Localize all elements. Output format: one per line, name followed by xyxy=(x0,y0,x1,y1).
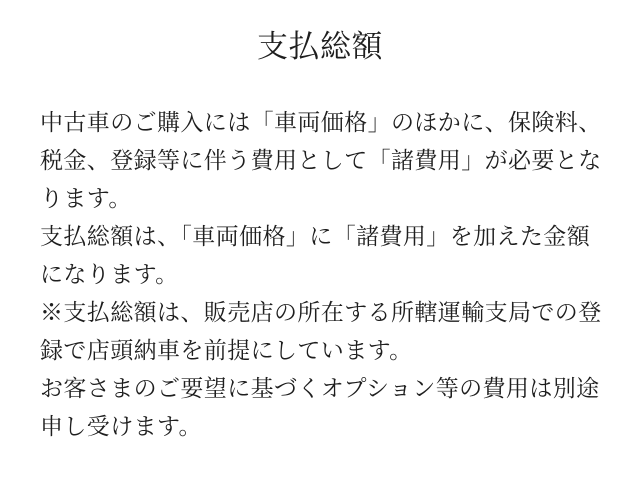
notice-line: 申し受けます。 xyxy=(40,413,202,439)
page-title: 支払総額 xyxy=(257,29,383,64)
notice-line: 支払総額は、「車両価格」に「諸費用」を加えた金額 xyxy=(40,223,591,249)
notice-line: になります。 xyxy=(40,261,179,287)
notice-line: ※支払総額は、販売店の所在する所轄運輸支局での登 xyxy=(40,299,602,325)
notice-line: ります。 xyxy=(40,185,132,211)
notice-line: 中古車のご購入には「車両価格」のほかに、保険料、 xyxy=(40,109,602,135)
notice-line: 税金、登録等に伴う費用として「諸費用」が必要とな xyxy=(40,147,602,173)
notice-line: お客さまのご要望に基づくオプション等の費用は別途 xyxy=(40,375,600,401)
notice-line: 録で店頭納車を前提にしています。 xyxy=(40,337,413,363)
notice-body xyxy=(40,103,604,445)
